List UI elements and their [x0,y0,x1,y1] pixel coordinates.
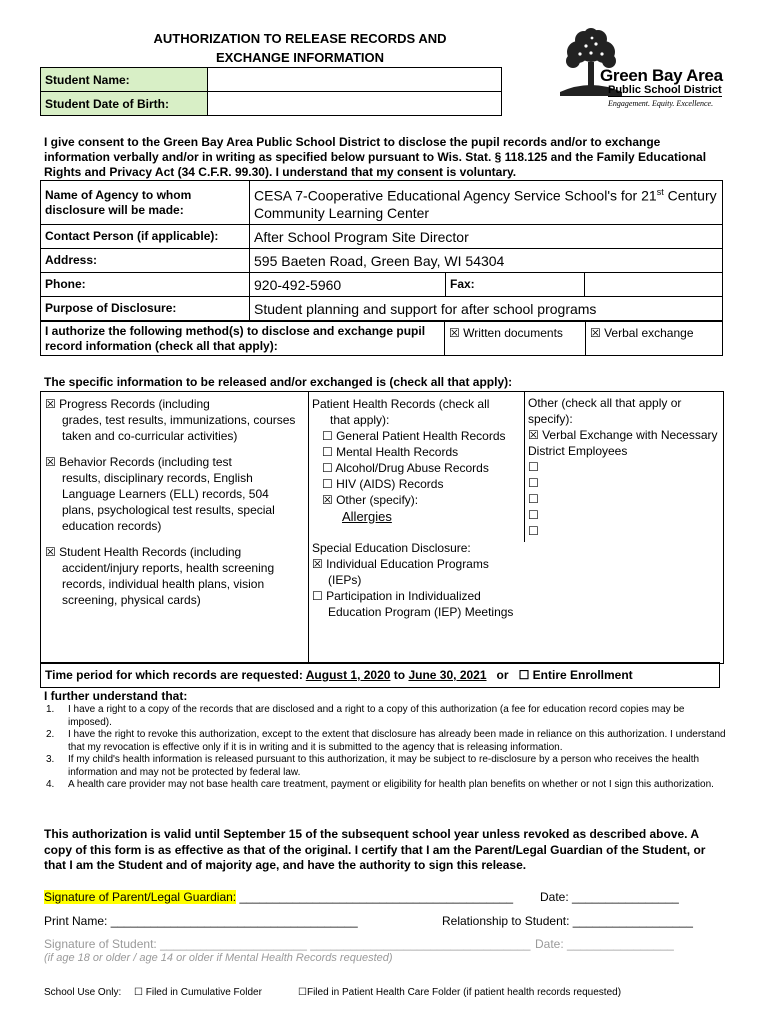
sped-iep-detail: (IEPs) [328,573,362,587]
col-divider-1 [308,392,309,663]
phone-field[interactable]: 920-492-5960 [250,273,446,297]
patient-item-list [312,428,522,526]
relationship-label: Relationship to Student: [442,914,570,928]
address-field[interactable]: 595 Baeten Road, Green Bay, WI 54304 [250,249,723,273]
understand-item [46,729,726,754]
student-dob-label: Student Date of Birth: [41,92,208,116]
contact-field[interactable]: After School Program Site Director [250,225,723,249]
specific-heading: The specific information to be released and/or exchanged is (check all that apply): [44,375,513,389]
understand-item [46,704,726,729]
progress-records-item[interactable] [45,396,303,444]
method-written-checkbox[interactable]: ☒ Written documents [445,322,586,356]
fax-label [446,273,585,297]
student-signature-row [44,937,530,951]
sped-meeting-item[interactable] [312,588,522,620]
student-date-row [535,937,674,951]
student-name-field[interactable] [208,68,502,92]
other-item-blank-5[interactable]: ☐ [528,524,539,538]
logo-tagline: Engagement. Equity. Excellence. [608,99,714,108]
parent-signature-line[interactable]: _________________________________________ [236,890,514,904]
understand-num: 4. [46,779,55,790]
understand-text: I have the right to revoke this authorization, except to the extent that disclosure has already been made in reliance on this authorization. I understand that my revocation is effective only if it is in writing and it is submitted to the agency that is releasing information. [68,729,726,753]
understand-num: 2. [46,729,55,740]
entire-enrollment-checkbox[interactable]: ☐ Entire Enrollment [518,668,633,682]
time-period-row [40,662,720,688]
col-other [528,395,718,539]
understand-text: If my child's health information is released pursuant to this authorization, it may be subject to re-disclosure by a person who receives the health information and may not be protected by federal law. [68,754,700,778]
understand-num: 1. [46,704,55,715]
patient-heading-a: Patient Health Records (check all [312,397,490,411]
print-name-line[interactable]: _____________________________________ [107,914,358,928]
understand-list [46,704,726,792]
specific-box [40,391,724,664]
patient-item-other[interactable]: ☒ Other (specify): [322,493,419,507]
logo-name: Green Bay Area [600,66,723,85]
consent-statement: I give consent to the Green Bay Area Public School District to disclose the pupil records and/or to exchange information verbally and/or in writing as specified below pursuant to Wis. Stat. § 118.125 and the Family Educational Rights and Privacy Act (34 C.F.R. 99.30). I understand that my consent is voluntary. [44,135,707,179]
student-name-label: Student Name: [41,68,208,92]
sped-heading: Special Education Disclosure: [312,541,471,555]
col-patient [312,396,522,620]
student-info-table [40,67,502,116]
other-item-blank-4[interactable]: ☐ [528,508,539,522]
fax-spacer [585,273,723,297]
parent-date-row [540,890,679,904]
sped-iep-checkbox[interactable]: ☒ [312,557,323,571]
parent-signature-label: Signature of Parent/Legal Guardian: [44,890,237,904]
phone-label: Phone: [41,273,250,297]
district-logo [556,26,736,112]
student-signature-line[interactable]: ______________________ _________________________________ [156,937,531,951]
student-signature-note: (if age 18 or older / age 14 or older if Mental Health Records requested) [44,952,393,964]
school-use-label: School Use Only: [44,987,122,998]
purpose-label: Purpose of Disclosure: [41,297,250,321]
health-records-title: Student Health Records (including [55,545,242,559]
logo-subname: Public School District [608,84,722,96]
agency-name-a: CESA 7-Cooperative Educational Agency Service School's for 21 [254,187,657,204]
fax-label-text: Fax: [450,277,475,291]
understand-item [46,779,726,792]
behavior-records-checkbox[interactable]: ☒ [45,455,56,469]
other-item-blank-2[interactable]: ☐ [528,476,539,490]
sped-iep-title: Individual Education Programs [322,557,489,571]
patient-item-hiv[interactable]: ☐ HIV (AIDS) Records [322,477,444,491]
filed-patient-checkbox[interactable]: ☐Filed in Patient Health Care Folder (if patient health records requested) [298,987,622,998]
understand-item [46,754,726,779]
relationship-row [442,914,693,928]
contact-label: Contact Person (if applicable): [41,225,250,249]
col-education [45,396,303,608]
sped-iep-item[interactable] [312,556,522,588]
behavior-records-title: Behavior Records (including test [55,455,232,469]
other-item-verbal[interactable]: ☒ Verbal Exchange with Necessary District Employees [528,428,718,458]
relationship-line[interactable]: __________________ [569,914,693,928]
agency-name-field[interactable] [250,181,723,225]
time-period-or: or [496,668,509,682]
behavior-records-item[interactable] [45,454,303,534]
student-date-line[interactable]: ________________ [563,937,674,951]
health-records-checkbox[interactable]: ☒ [45,545,56,559]
agency-name-sup: st [656,186,664,197]
time-period-to: to [393,668,406,682]
time-period-label: Time period for which records are requested: [45,668,303,682]
parent-date-line[interactable]: ________________ [568,890,679,904]
form-title [110,29,490,67]
other-item-blank-3[interactable]: ☐ [528,492,539,506]
sped-meeting-checkbox[interactable]: ☐ [312,589,323,603]
understand-heading: I further understand that: [44,689,188,703]
patient-heading-b: that apply): [330,413,390,427]
progress-records-detail: grades, test results, immunizations, courses taken and co-curricular activities) [62,413,296,443]
understand-num: 3. [46,754,55,765]
understand-text: I have a right to a copy of the records that are disclosed and a right to a copy of this authorization (a fee for education record copies may be imposed). [68,704,685,728]
method-verbal-checkbox[interactable]: ☒ Verbal exchange [586,322,723,356]
patient-item-alcohol[interactable]: ☐ Alcohol/Drug Abuse Records [322,461,489,475]
progress-records-title: Progress Records (including [55,397,210,411]
form-title-line1: AUTHORIZATION TO RELEASE RECORDS AND [153,31,447,46]
other-heading: Other (check all that apply or specify): [528,396,682,426]
purpose-field[interactable]: Student planning and support for after school programs [250,297,723,321]
method-table [40,321,723,356]
time-period-end[interactable]: June 30, 2021 [408,668,487,682]
student-date-label: Date: [535,937,564,951]
patient-item-mental[interactable]: ☐ Mental Health Records [322,445,459,459]
student-signature-label: Signature of Student: [44,937,157,951]
sped-meeting-title: Participation in Individualized [322,589,481,603]
health-records-item[interactable] [45,544,303,608]
parent-date-label: Date: [540,890,569,904]
understand-text: A health care provider may not base health care treatment, payment or eligibility for health plan benefits on whether or not I sign this authorization. [68,779,714,790]
print-name-label: Print Name: [44,914,108,928]
behavior-records-detail: results, disciplinary records, English Language Learners (ELL) records, 504 plans, psychological test results, special education records) [62,471,275,533]
health-records-detail: accident/injury reports, health screening records, individual health plans, vision screening, physical cards) [62,561,275,607]
parent-signature-row [44,890,513,904]
patient-other-value[interactable]: Allergies [342,509,392,524]
time-period-start[interactable]: August 1, 2020 [305,668,391,682]
print-name-row [44,914,358,928]
agency-name-label: Name of Agency to whom disclosure will be made: [41,181,250,225]
patient-item-general[interactable]: ☐ General Patient Health Records [322,429,506,443]
filed-cumulative-checkbox[interactable]: ☐ Filed in Cumulative Folder [134,987,262,998]
method-label: I authorize the following method(s) to disclose and exchange pupil record information (check all that apply): [41,322,445,356]
address-label: Address: [41,249,250,273]
validity-statement: This authorization is valid until September 15 of the subsequent school year unless revoked as described above. A copy of this form is as effective as that of the original. I certify that I am the Parent/Legal Guardian of the Student, or that I am the Student and of majority age, and have the authority to sign this release. [44,827,706,872]
sped-meeting-detail: Education Program (IEP) Meetings [328,605,514,619]
agency-name-b: Century Community Learning Center [254,187,717,222]
other-item-blank-1[interactable]: ☐ [528,460,539,474]
col-divider-2 [524,392,525,542]
agency-table [40,180,723,321]
student-dob-field[interactable] [208,92,502,116]
progress-records-checkbox[interactable]: ☒ [45,397,56,411]
form-title-line2: EXCHANGE INFORMATION [215,50,385,65]
